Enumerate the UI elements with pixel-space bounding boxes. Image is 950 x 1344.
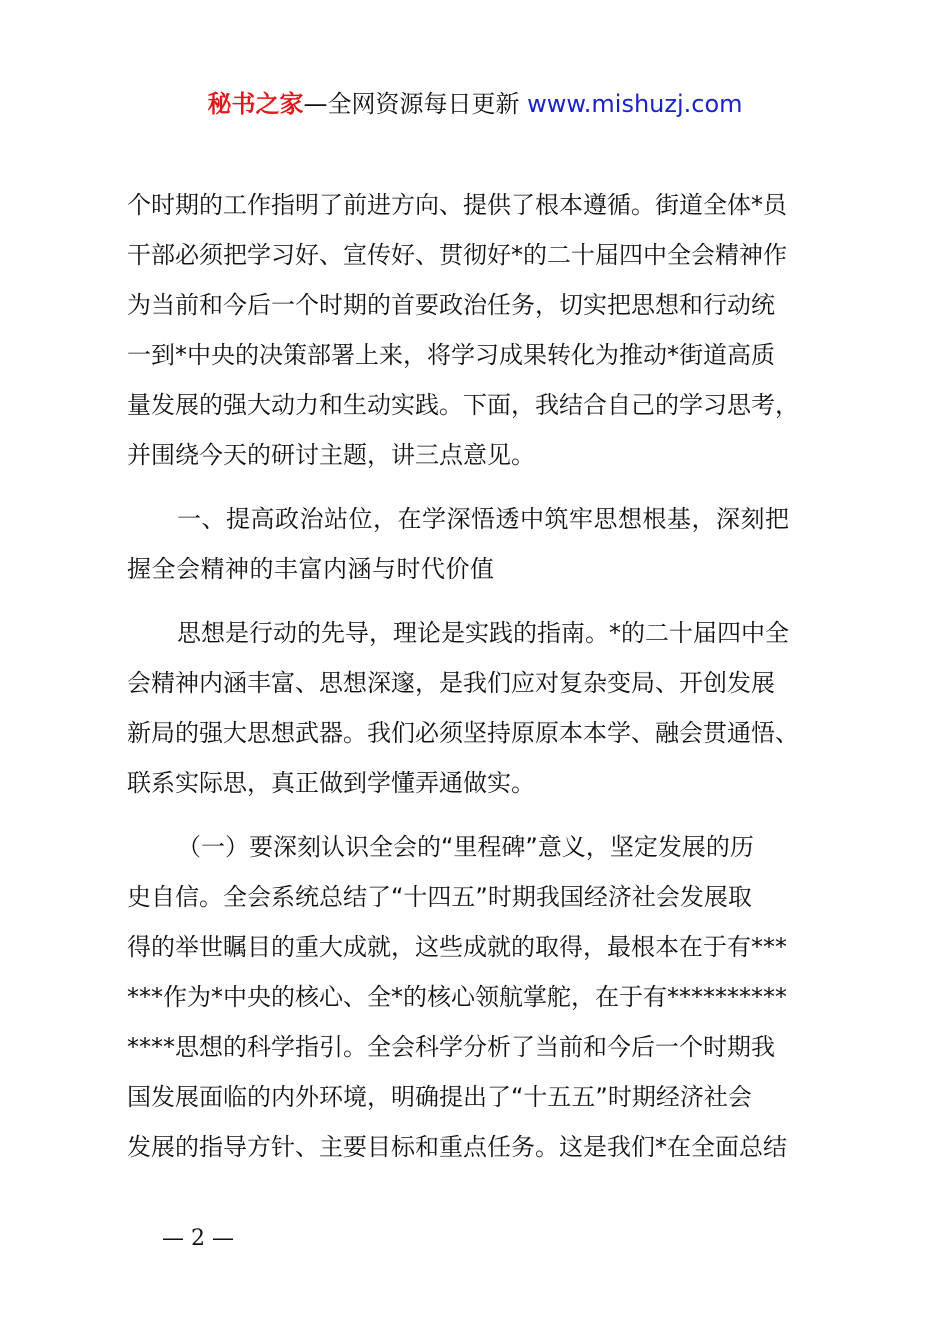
text-line: 联系实际思，真正做到学懂弄通做实。: [127, 769, 535, 797]
text-line: 个时期的工作指明了前进方向、提供了根本遵循。街道全体*员: [127, 191, 787, 219]
text-line: 并围绕今天的研讨主题，讲三点意见。: [127, 441, 535, 469]
text-line: 会精神内涵丰富、思想深邃，是我们应对复杂变局、开创发展: [127, 669, 775, 697]
text-line: 一、提高政治站位，在学深悟透中筑牢思想根基，深刻把: [177, 505, 790, 533]
paragraph-intro: [127, 608, 847, 808]
text-line: 发展的指导方针、主要目标和重点任务。这是我们*在全面总结: [127, 1133, 787, 1161]
text-line: 干部必须把学习好、宣传好、贯彻好*的二十届四中全会精神作: [127, 241, 787, 269]
text-line: ****思想的科学指引。全会科学分析了当前和今后一个时期我: [127, 1033, 775, 1061]
text-line: 得的举世瞩目的重大成就，这些成就的取得，最根本在于有***: [127, 933, 787, 961]
text-line: （一）要深刻认识全会的“里程碑”意义，坚定发展的历: [177, 833, 754, 861]
paragraph-continuation: [127, 180, 847, 480]
document-body: [127, 180, 847, 1186]
website-link[interactable]: www.mishuzj.com: [527, 90, 743, 118]
text-line: 新局的强大思想武器。我们必须坚持原原本本学、融会贯通悟、: [127, 719, 799, 747]
header-tagline: —全网资源每日更新: [303, 90, 528, 118]
section-heading: [127, 494, 847, 594]
text-line: 量发展的强大动力和生动实践。下面，我结合自己的学习思考，: [127, 391, 799, 419]
page-number: — 2 —: [162, 1226, 234, 1251]
text-line: 史自信。全会系统总结了“十四五”时期我国经济社会发展取: [127, 883, 752, 911]
text-line: 握全会精神的丰富内涵与时代价值: [127, 555, 495, 583]
text-line: 思想是行动的先导，理论是实践的指南。*的二十届四中全: [177, 619, 789, 647]
brand-name: 秘书之家: [207, 90, 304, 118]
text-line: ***作为*中央的核心、全*的核心领航掌舵，在于有**********: [127, 983, 787, 1011]
text-line: 为当前和今后一个时期的首要政治任务，切实把思想和行动统: [127, 291, 775, 319]
paragraph-subsection-1: [127, 822, 847, 1172]
text-line: 国发展面临的内外环境，明确提出了“十五五”时期经济社会: [127, 1083, 752, 1111]
text-line: 一到*中央的决策部署上来，将学习成果转化为推动*街道高质: [127, 341, 775, 369]
page-header: [0, 86, 950, 122]
